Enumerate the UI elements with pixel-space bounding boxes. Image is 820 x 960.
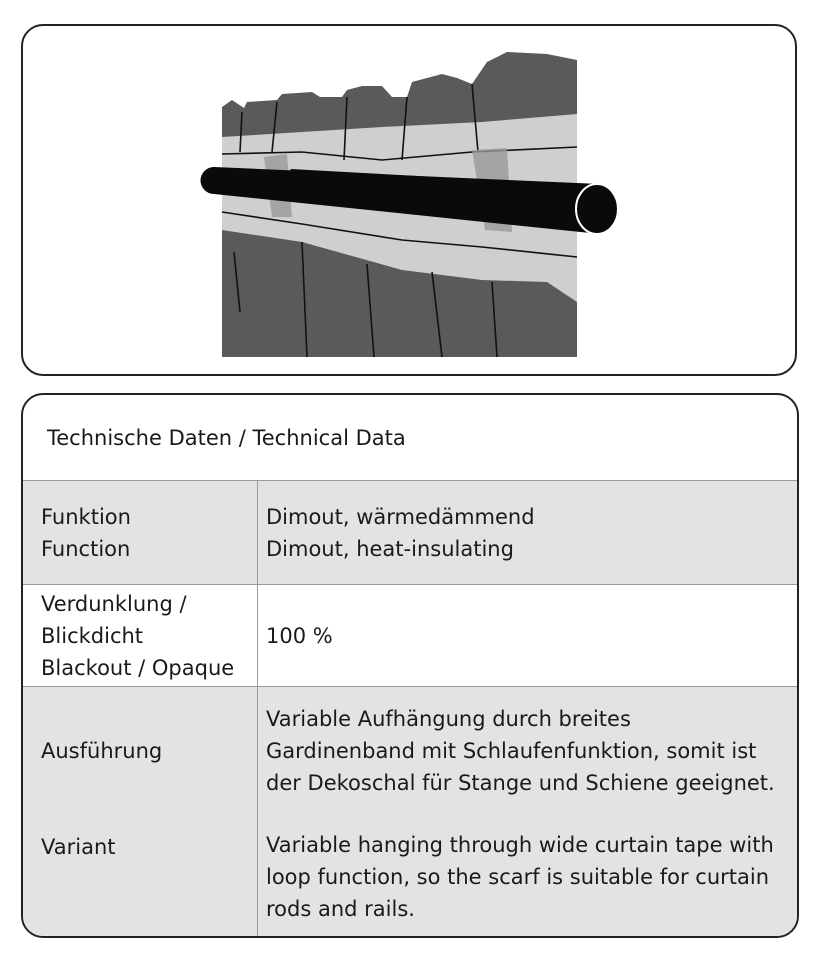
row-label — [23, 481, 258, 584]
value-de-line: Variable Aufhängung durch breites — [266, 707, 631, 731]
table-row-function — [23, 481, 797, 585]
label-en: Function — [41, 536, 131, 561]
table-row-variant — [23, 687, 797, 938]
value-en-line: loop function, so the scarf is suitable for curtain — [266, 865, 770, 889]
row-label — [23, 585, 258, 686]
label-line: Blickdicht — [41, 623, 144, 648]
value: 100 % — [266, 623, 333, 648]
product-illustration-frame — [21, 24, 797, 376]
value-en: Dimout, heat-insulating — [266, 536, 514, 561]
row-value — [258, 687, 797, 938]
table-row-blackout — [23, 585, 797, 687]
technical-data-table — [21, 393, 799, 938]
row-value — [258, 585, 797, 686]
row-label — [23, 687, 258, 938]
label-line: Verdunklung / — [41, 591, 187, 616]
label-line: Blackout / Opaque — [41, 655, 235, 680]
label-de: Ausführung — [41, 739, 163, 763]
table-title: Technische Daten / Technical Data — [23, 395, 797, 481]
value-de-line: Gardinenband mit Schlaufenfunktion, somit ist — [266, 739, 757, 763]
value-de: Dimout, wärmedämmend — [266, 504, 535, 529]
label-en: Variant — [41, 835, 116, 859]
label-de: Funktion — [41, 504, 131, 529]
value-de-line: der Dekoschal für Stange und Schiene geeignet. — [266, 771, 775, 795]
value-en-line: Variable hanging through wide curtain tape with — [266, 833, 774, 857]
curtain-on-rod-icon — [23, 26, 797, 376]
row-value — [258, 481, 797, 584]
value-en-line: rods and rails. — [266, 897, 415, 921]
